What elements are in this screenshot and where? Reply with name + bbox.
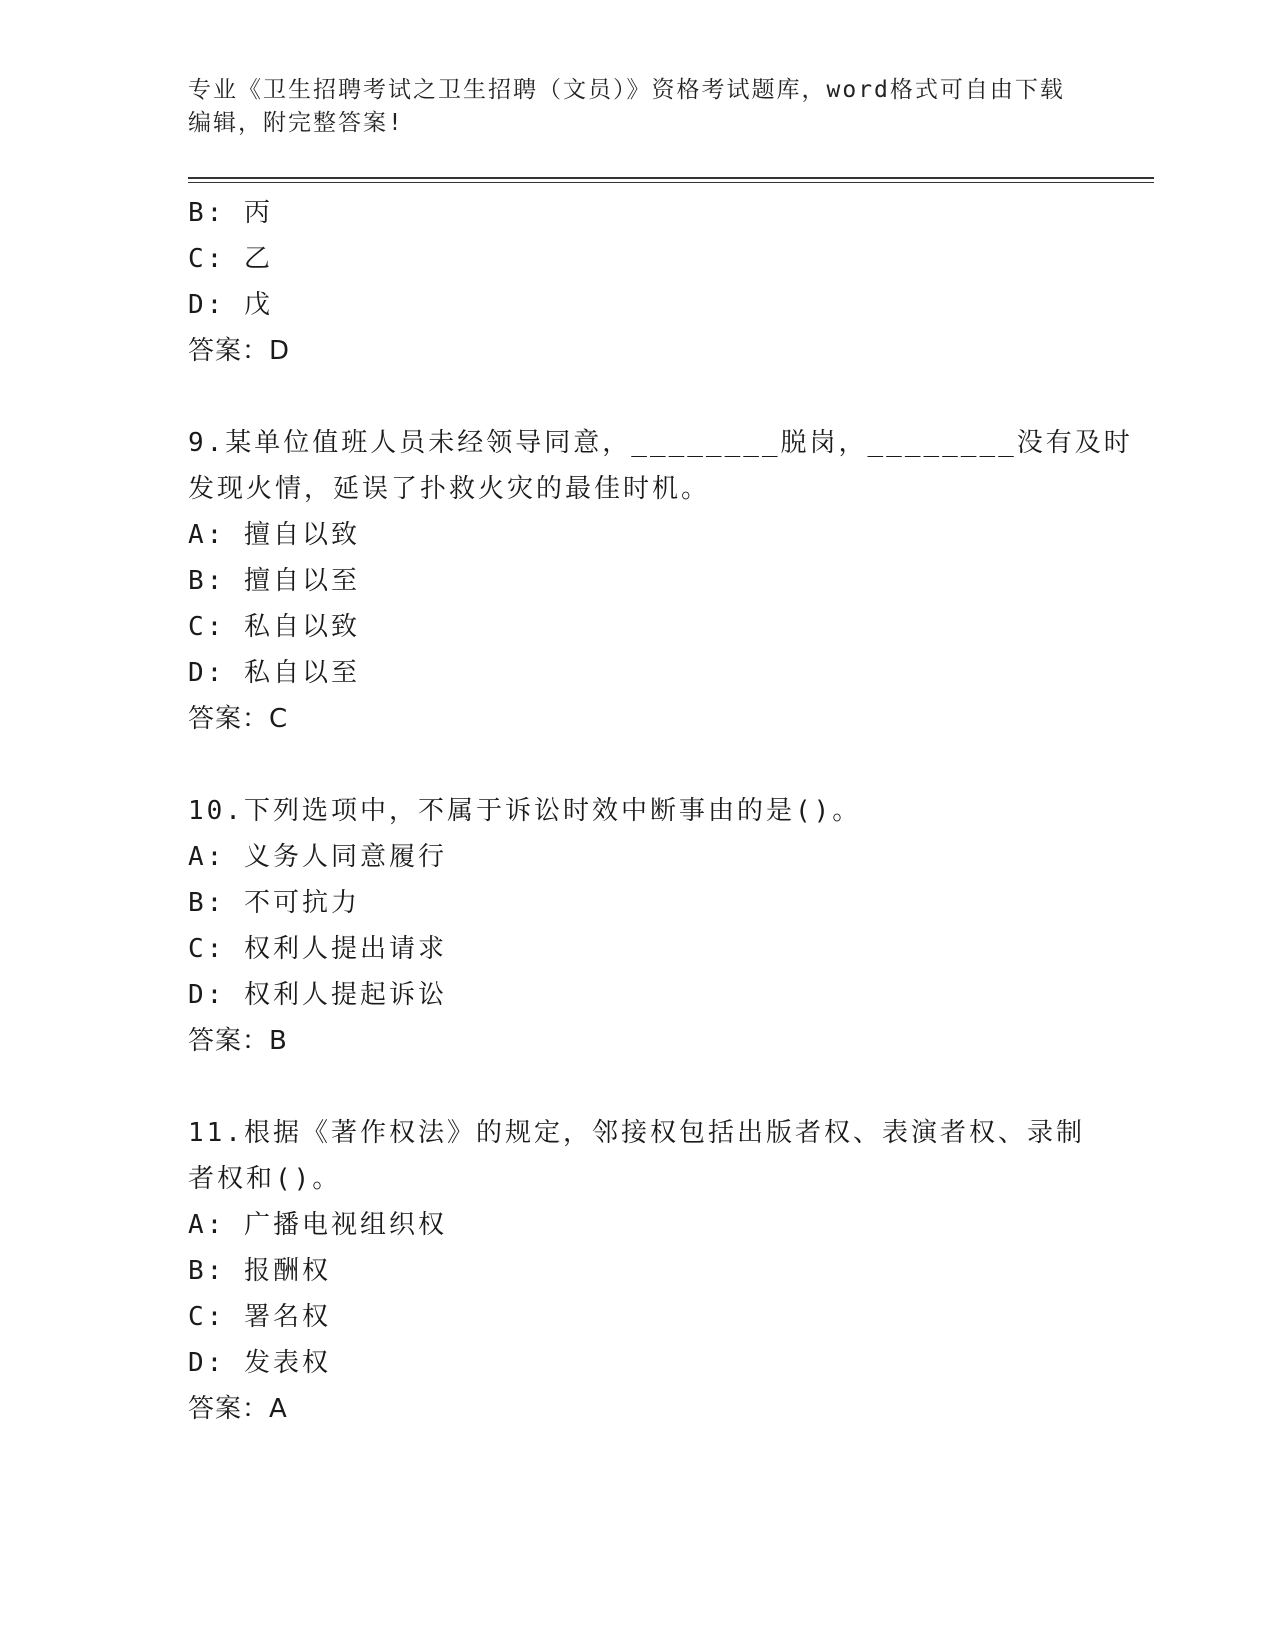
question-text-cont: 发现火情，延误了扑救火灾的最佳时机。 <box>188 474 711 504</box>
option-b: B: 丙 <box>188 198 273 228</box>
question-text-cont: 者权和()。 <box>188 1164 342 1194</box>
answer-line: 答案：D <box>188 336 291 366</box>
header-divider <box>188 177 1154 179</box>
option-c: C: 权利人提出请求 <box>188 934 447 964</box>
option-c: C: 署名权 <box>188 1302 331 1332</box>
question-text: 10.下列选项中，不属于诉讼时效中断事由的是()。 <box>188 796 862 826</box>
answer-line: 答案：C <box>188 704 289 734</box>
answer-line: 答案：B <box>188 1026 288 1056</box>
option-c: C: 私自以致 <box>188 612 360 642</box>
question-block-11 <box>188 1110 1088 1432</box>
question-block-10 <box>188 788 1088 1064</box>
question-text: 11.根据《著作权法》的规定，邻接权包括出版者权、表演者权、录制 <box>188 1118 1085 1148</box>
option-a: A: 广播电视组织权 <box>188 1210 447 1240</box>
answer-line: 答案：A <box>188 1394 288 1424</box>
question-text: 9.某单位值班人员未经领导同意，________脱岗，________没有及时 <box>188 428 1133 458</box>
question-block-8 <box>188 190 1088 374</box>
option-b: B: 不可抗力 <box>188 888 360 918</box>
header-line-2: 编辑，附完整答案! <box>188 110 404 136</box>
question-list <box>188 190 1133 1432</box>
header-divider-thin <box>188 182 1154 183</box>
option-b: B: 报酬权 <box>188 1256 331 1286</box>
option-a: A: 擅自以致 <box>188 520 360 550</box>
option-d: D: 私自以至 <box>188 658 360 688</box>
option-d: D: 发表权 <box>188 1348 331 1378</box>
header-line-1: 专业《卫生招聘考试之卫生招聘（文员）》资格考试题库，word格式可自由下载 <box>188 77 1065 103</box>
option-a: A: 义务人同意履行 <box>188 842 447 872</box>
option-d: D: 戊 <box>188 290 273 320</box>
option-d: D: 权利人提起诉讼 <box>188 980 447 1010</box>
option-b: B: 擅自以至 <box>188 566 360 596</box>
document-header <box>188 74 1088 140</box>
option-c: C: 乙 <box>188 244 273 274</box>
question-block-9 <box>188 420 1133 742</box>
